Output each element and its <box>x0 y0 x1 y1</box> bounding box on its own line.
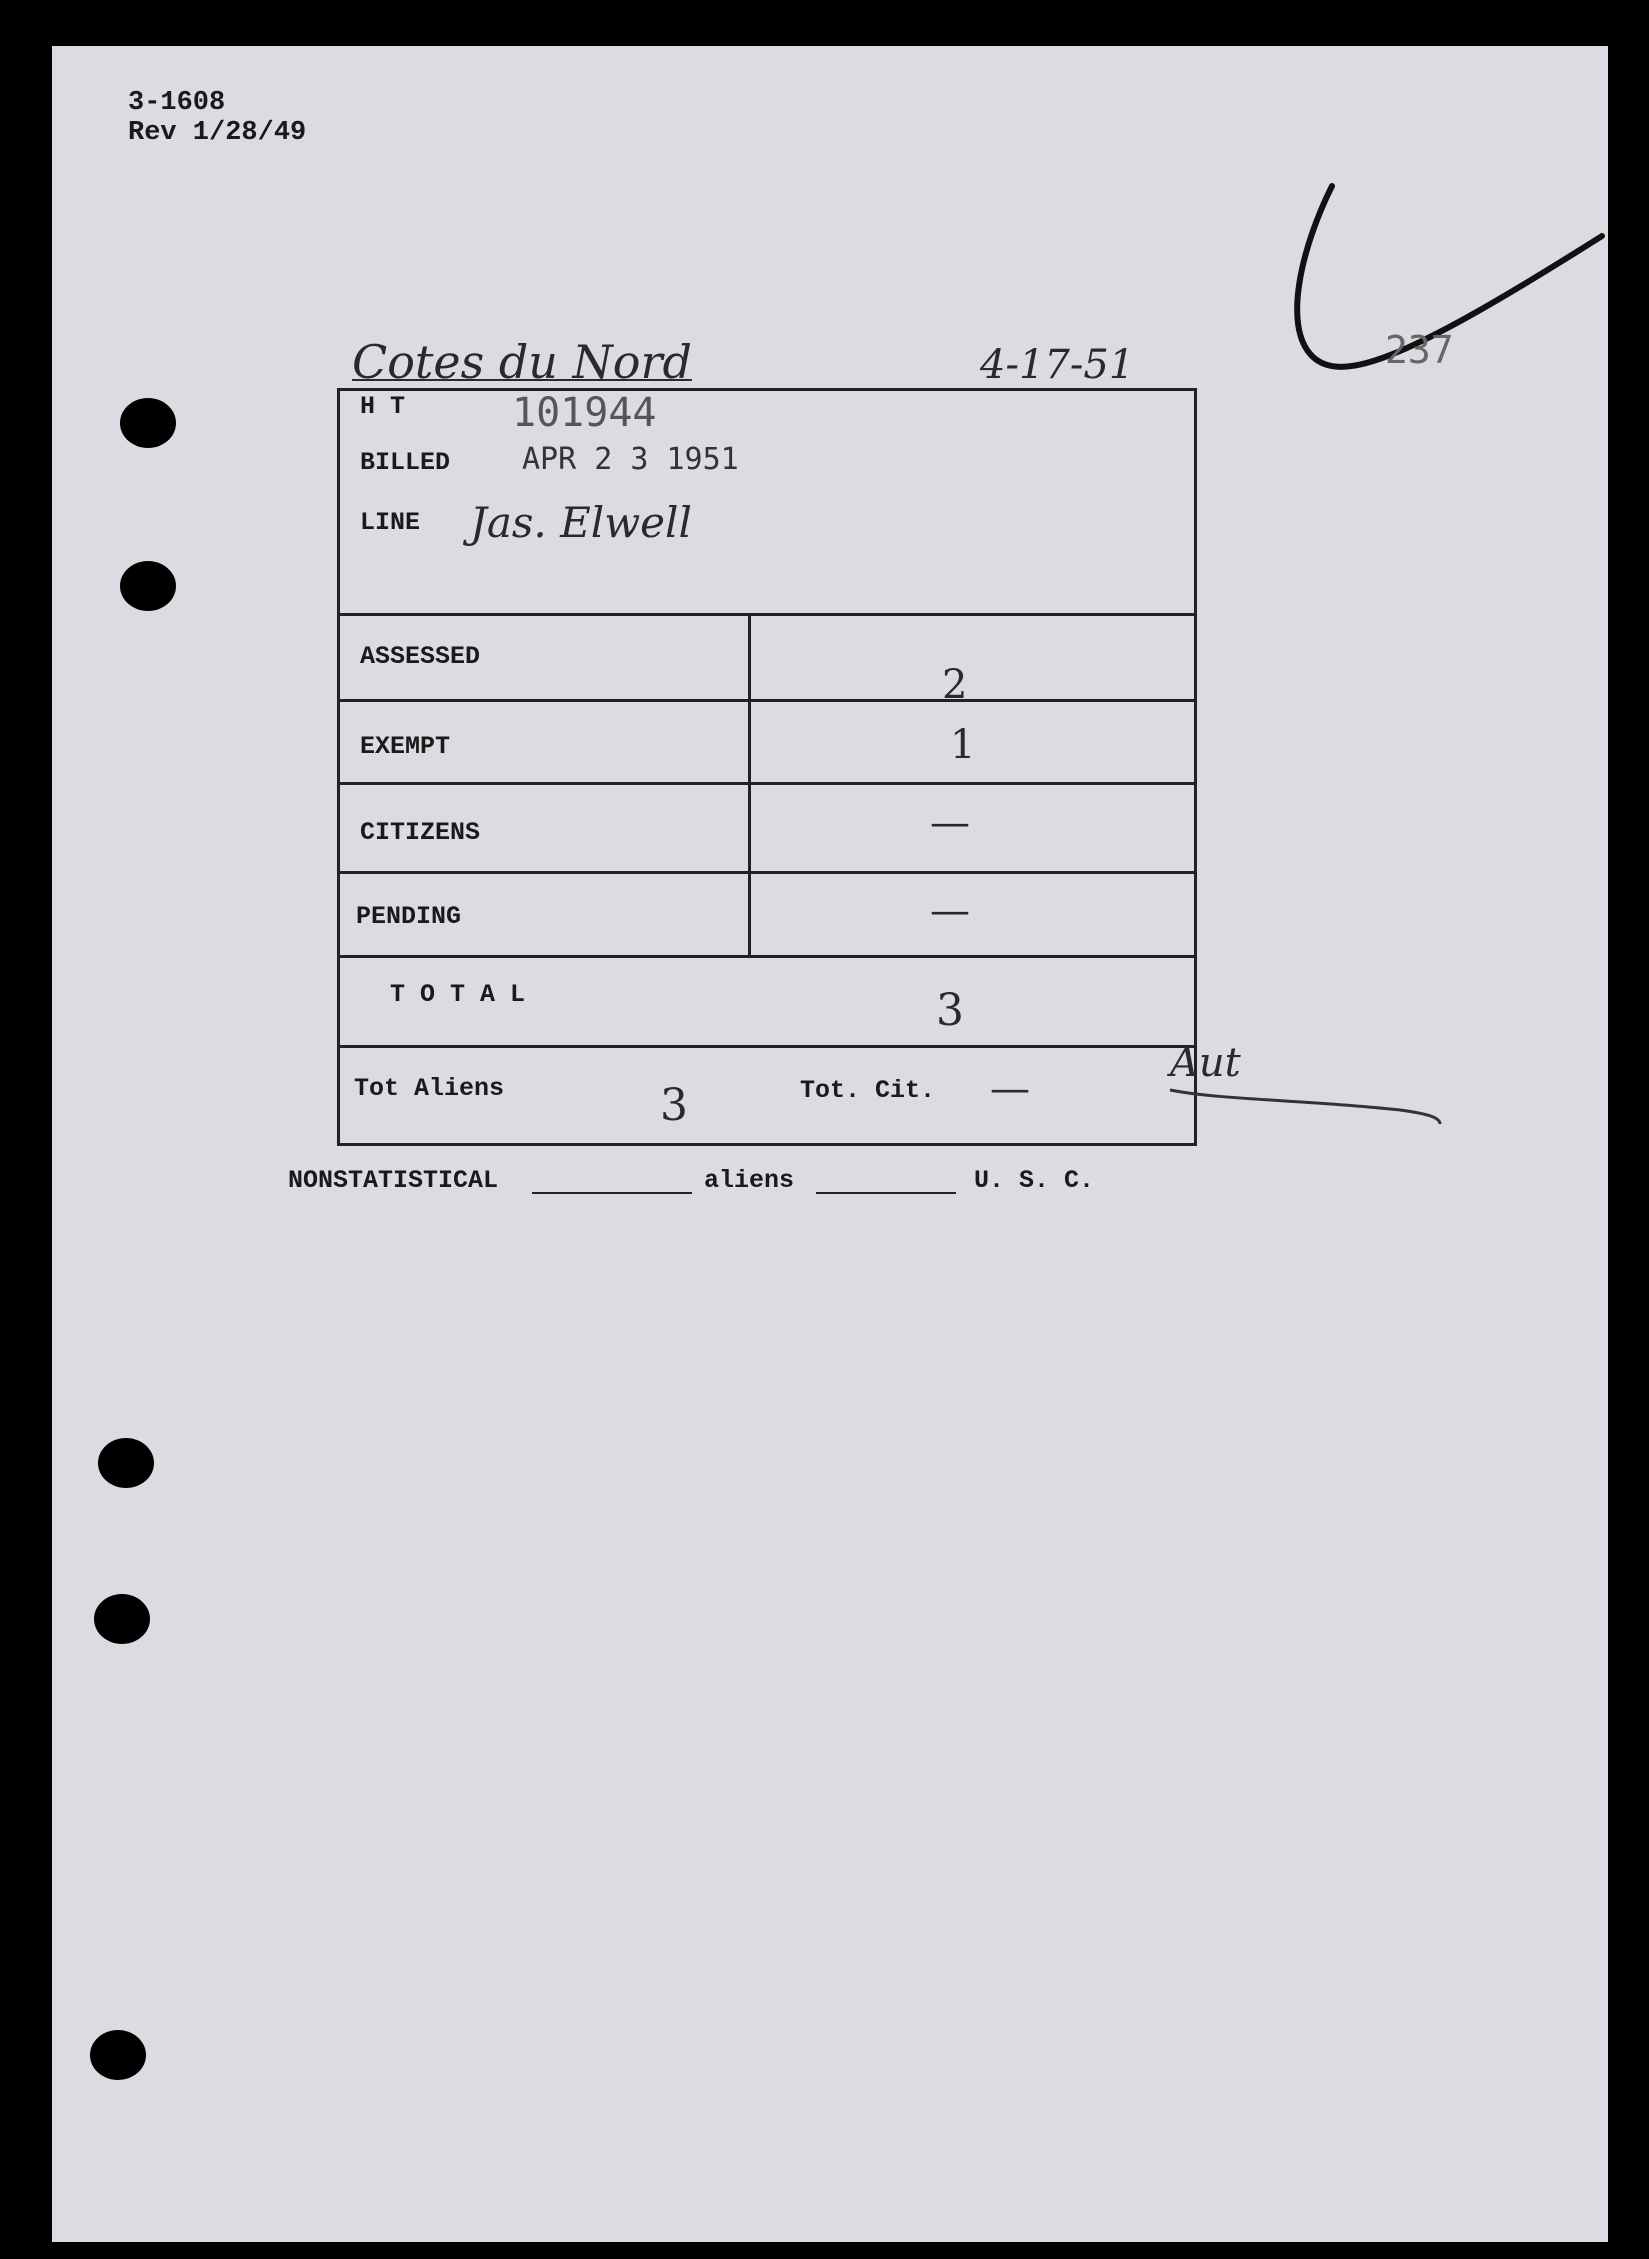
total-value: 3 <box>936 985 964 1036</box>
form-code <box>128 88 306 148</box>
punch-hole <box>98 1438 154 1488</box>
pending-value: — <box>930 888 970 934</box>
page-number: 237 <box>1385 328 1454 372</box>
ht-label: H T <box>360 392 406 421</box>
nonstatistical-label: NONSTATISTICAL <box>288 1166 499 1195</box>
usc-label: U. S. C. <box>974 1166 1095 1195</box>
row-divider <box>337 613 1197 616</box>
record-date: 4-17-51 <box>980 342 1135 388</box>
row-divider <box>337 699 1197 702</box>
total-label: T O T A L <box>390 980 526 1009</box>
exempt-label: EXEMPT <box>360 732 451 761</box>
column-divider <box>748 613 751 955</box>
aliens-blank <box>816 1192 956 1194</box>
aliens-label: aliens <box>704 1166 795 1195</box>
exempt-value: 1 <box>950 722 976 768</box>
record-table <box>337 388 1197 1146</box>
assessed-label: ASSESSED <box>360 642 481 671</box>
billed-date: APR 2 3 1951 <box>522 442 739 477</box>
row-divider <box>337 782 1197 785</box>
signature-flourish <box>1160 1070 1450 1130</box>
tot-cit-value: — <box>990 1066 1030 1112</box>
tot-cit-label: Tot. Cit. <box>800 1076 936 1105</box>
row-divider <box>337 1045 1197 1048</box>
line-label: LINE <box>360 508 421 537</box>
row-divider <box>337 871 1197 874</box>
punch-hole <box>120 561 176 611</box>
citizens-label: CITIZENS <box>360 818 481 847</box>
form-revision: Rev 1/28/49 <box>128 118 307 148</box>
punch-hole <box>90 2030 146 2080</box>
line-name: Jas. Elwell <box>470 498 692 547</box>
port-name: Cotes du Nord <box>352 335 692 389</box>
check-mark-icon <box>1262 156 1649 416</box>
pending-label: PENDING <box>356 902 462 931</box>
tot-aliens-value: 3 <box>660 1080 688 1131</box>
row-divider <box>337 955 1197 958</box>
citizens-value: — <box>930 800 970 846</box>
form-code-number: 3-1608 <box>128 88 226 118</box>
assessed-value: 2 <box>942 662 968 708</box>
billed-label: BILLED <box>360 448 451 477</box>
nonstatistical-blank <box>532 1192 692 1194</box>
ht-number: 101944 <box>512 390 657 436</box>
punch-hole <box>94 1594 150 1644</box>
tot-aliens-label: Tot Aliens <box>354 1074 505 1103</box>
punch-hole <box>120 398 176 448</box>
initials-signature: Aut <box>1170 1040 1241 1086</box>
